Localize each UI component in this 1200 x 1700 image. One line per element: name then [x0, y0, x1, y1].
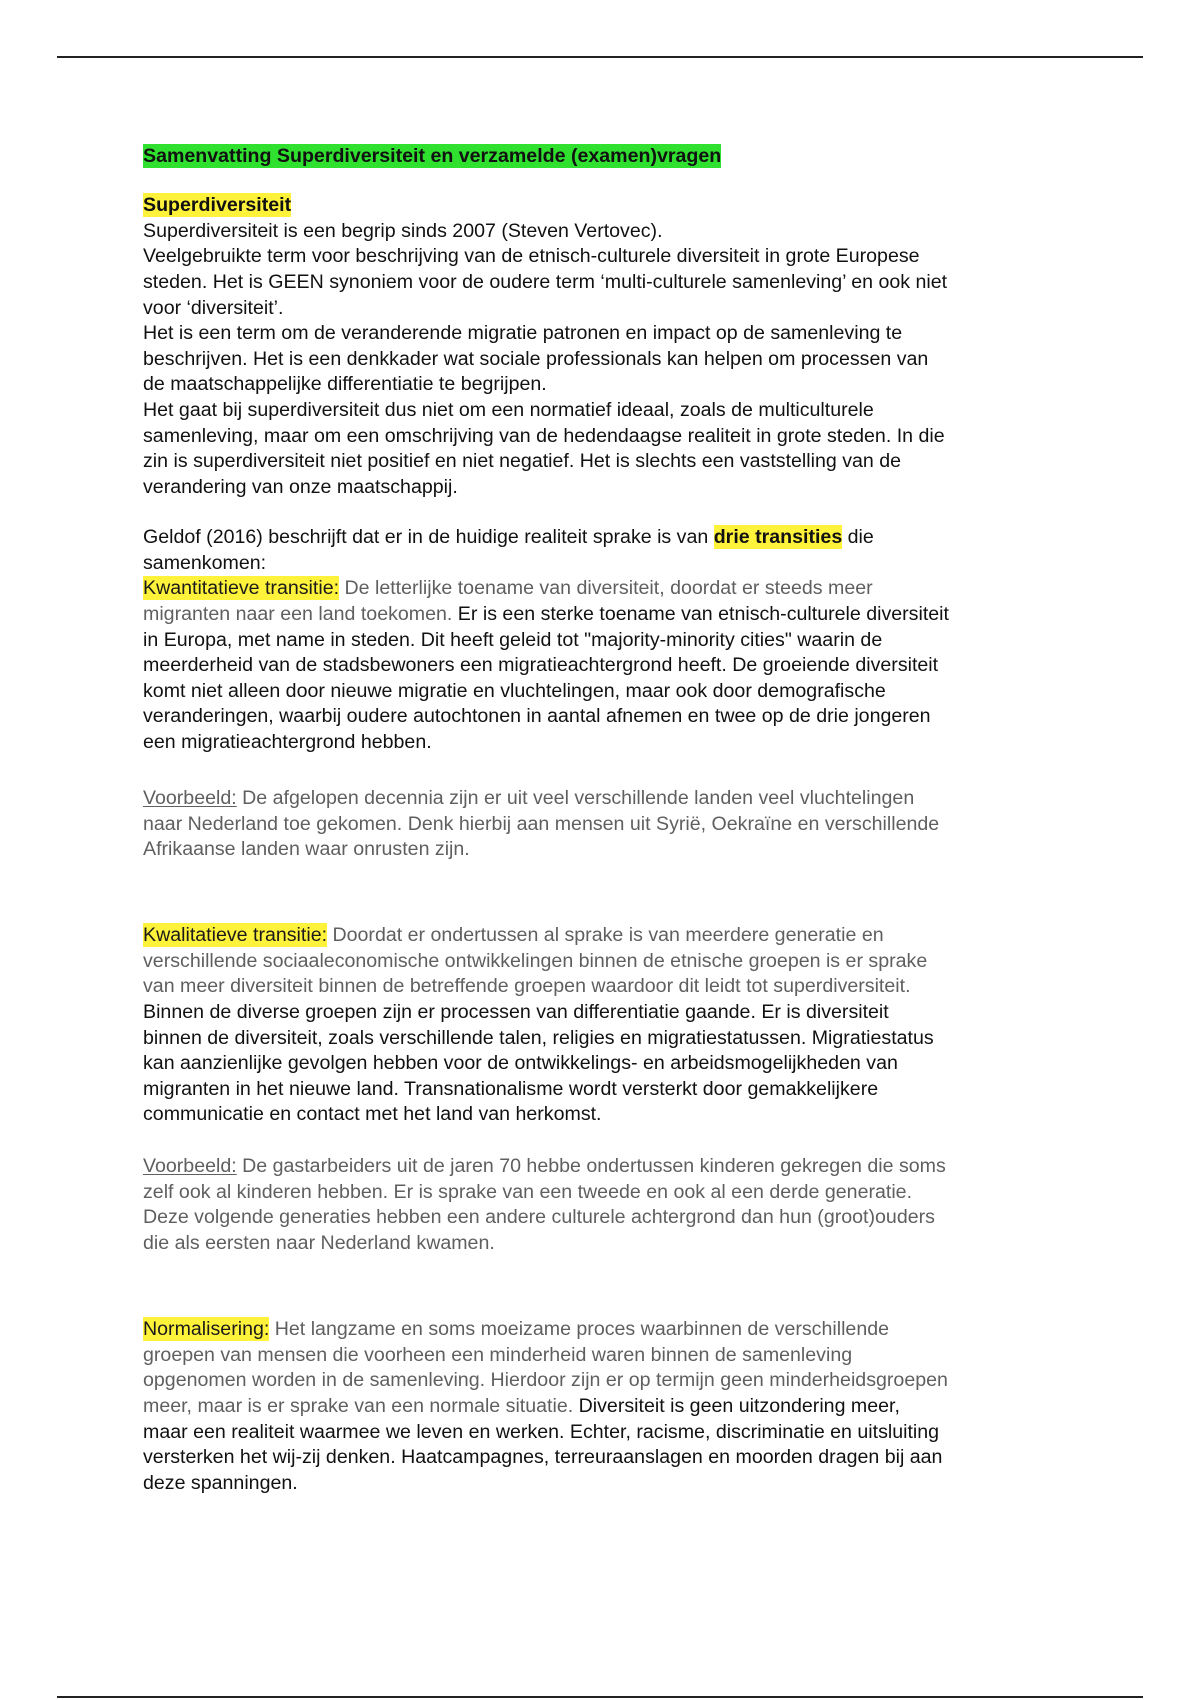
gray-text: naar Nederland toe gekomen. Denk hierbij aan mensen uit Syrië, Oekraïne en verschillende [143, 812, 940, 835]
highlighted-heading: drie transities [713, 526, 843, 548]
body-text: steden. Het is GEEN synoniem voor de oudere term ‘multi-culturele samenleving’ en ook niet [143, 270, 948, 293]
section-superdiversiteit [143, 193, 947, 501]
text-line [143, 1317, 948, 1343]
text-line [143, 1471, 948, 1497]
document-title [143, 144, 721, 170]
body-text: binnen de diversiteit, zoals verschillende talen, religies en migratiestatussen. Migratiestatus [143, 1026, 934, 1049]
text-line [143, 602, 949, 628]
body-text: meerderheid van de stadsbewoners een migratieachtergrond heeft. De groeiende diversiteit [143, 654, 939, 677]
text-line [143, 1180, 946, 1206]
body-text: kan aanzienlijke gevolgen hebben voor de ontwikkelings- en arbeidsmogelijkheden van [143, 1052, 898, 1075]
highlighted-term: Kwalitatieve transitie: [143, 924, 328, 946]
text-line [143, 475, 947, 501]
top-divider [57, 56, 1143, 58]
body-text: Veelgebruikte term voor beschrijving van de etnisch-culturele diversiteit in grote Europese [143, 245, 920, 268]
gray-text: verschillende sociaaleconomische ontwikkelingen binnen de etnische groepen is er sprake [143, 949, 928, 972]
gray-text: Afrikaanse landen waar onrusten zijn. [143, 838, 470, 861]
example-kwantitatief [143, 786, 939, 863]
highlighted-term: Normalisering: [143, 1318, 270, 1340]
body-text: migranten in het nieuwe land. Transnationalisme wordt versterkt door gemakkelijkere [143, 1077, 879, 1100]
document-title-text: Samenvatting Superdiversiteit en verzamelde (examen)vragen [143, 145, 722, 167]
gray-text: van meer diversiteit binnen de betreffende groepen waardoor dit leidt tot superdiversiteit. [143, 975, 911, 998]
text-line [143, 1051, 934, 1077]
text-line [143, 1077, 934, 1103]
text-line [143, 193, 947, 219]
body-text: Er is een sterke toename van etnisch-culturele diversiteit [452, 602, 949, 625]
body-text: komt niet alleen door nieuwe migratie en vluchtelingen, maar ook door demografische [143, 679, 886, 702]
body-text: voor ‘diversiteit’. [143, 296, 284, 319]
text-line [143, 296, 947, 322]
gray-text: meer, maar is er sprake van een normale situatie. [143, 1394, 574, 1417]
body-text: de maatschappelijke differentiatie te begrijpen. [143, 373, 547, 396]
section-kwalitatieve-transitie [143, 923, 934, 1128]
text-line [143, 576, 949, 602]
text-line [143, 1231, 946, 1257]
text-line [143, 1102, 934, 1128]
body-text: Geldof (2016) beschrijft dat er in de huidige realiteit sprake is van [143, 526, 714, 548]
text-line [143, 1205, 946, 1231]
text-line [143, 974, 934, 1000]
body-text: beschrijven. Het is een denkkader wat sociale professionals kan helpen om processen van [143, 347, 929, 370]
text-line [143, 949, 934, 975]
example-label: Voorbeeld: [143, 1155, 237, 1177]
text-line [143, 424, 947, 450]
bottom-divider [57, 1696, 1143, 1698]
body-text: deze spanningen. [143, 1471, 298, 1494]
body-text: een migratieachtergrond hebben. [143, 731, 432, 754]
text-line [143, 525, 949, 551]
body-text: samenleving, maar om een omschrijving van de hedendaagse realiteit in grote steden. In die [143, 424, 945, 447]
text-line [143, 1000, 934, 1026]
body-text: in Europa, met name in steden. Dit heeft geleid tot "majority-minority cities" waarin de [143, 628, 883, 651]
body-text: die [842, 526, 874, 548]
text-line [143, 1026, 934, 1052]
gray-text: De gastarbeiders uit de jaren 70 hebbe ondertussen kinderen gekregen die soms [236, 1155, 946, 1177]
text-line [143, 628, 949, 654]
text-line [143, 347, 947, 373]
gray-text: die als eersten naar Nederland kwamen. [143, 1231, 495, 1254]
gray-text: opgenomen worden in de samenleving. Hierdoor zijn er op termijn geen minderheidsgroepen [143, 1369, 948, 1392]
body-text: communicatie en contact met het land van herkomst. [143, 1103, 602, 1126]
text-line [143, 144, 721, 170]
gray-text: De afgelopen decennia zijn er uit veel verschillende landen veel vluchtelingen [236, 787, 915, 809]
body-text: Diversiteit is geen uitzondering meer, [573, 1394, 900, 1417]
highlighted-term: Kwantitatieve transitie: [143, 577, 340, 600]
text-line [143, 812, 939, 838]
body-text: Binnen de diverse groepen zijn er processen van differentiatie gaande. Er is diversiteit [143, 1000, 889, 1023]
text-line [143, 372, 947, 398]
text-line [143, 1445, 948, 1471]
text-line [143, 1154, 946, 1180]
gray-text: migranten naar een land toekomen. [143, 602, 453, 625]
text-line [143, 321, 947, 347]
body-text: Het is een term om de veranderende migratie patronen en impact op de samenleving te [143, 322, 903, 345]
text-line [143, 837, 939, 863]
gray-text: Het langzame en soms moeizame proces waarbinnen de verschillende [269, 1318, 890, 1340]
gray-text: Deze volgende generaties hebben een andere culturele achtergrond dan hun (groot)ouders [143, 1206, 935, 1229]
gray-text: De letterlijke toename van diversiteit, doordat er steeds meer [339, 577, 873, 600]
section-normalisering [143, 1317, 948, 1496]
text-line [143, 1420, 948, 1446]
text-line [143, 244, 947, 270]
text-line [143, 730, 949, 756]
body-text: veranderingen, waarbij oudere autochtonen in aantal afnemen en twee op de drie jongeren [143, 705, 931, 728]
text-line [143, 1343, 948, 1369]
text-line [143, 1394, 948, 1420]
body-text: zin is superdiversiteit niet positief en niet negatief. Het is slechts een vaststelling van de [143, 450, 902, 473]
text-line [143, 679, 949, 705]
text-line [143, 449, 947, 475]
body-text: verandering van onze maatschappij. [143, 476, 458, 499]
text-line [143, 551, 949, 577]
body-text: Superdiversiteit is een begrip sinds 2007 (Steven Vertovec). [143, 219, 663, 242]
text-line [143, 1368, 948, 1394]
text-line [143, 398, 947, 424]
body-text: maar een realiteit waarmee we leven en werken. Echter, racisme, discriminatie en uitsluiting [143, 1420, 940, 1443]
body-text: Het gaat bij superdiversiteit dus niet om een normatief ideaal, zoals de multiculturele [143, 399, 874, 422]
text-line [143, 270, 947, 296]
example-kwalitatief [143, 1154, 946, 1257]
gray-text: zelf ook al kinderen hebben. Er is sprake van een tweede en ook al een derde generatie. [143, 1180, 913, 1203]
example-label: Voorbeeld: [143, 787, 237, 809]
body-text: versterken het wij-zij denken. Haatcampagnes, terreuraanslagen en moorden dragen bij aan [143, 1446, 943, 1469]
body-text: samenkomen: [143, 551, 267, 574]
text-line [143, 923, 934, 949]
highlighted-heading: Superdiversiteit [143, 194, 292, 216]
text-line [143, 219, 947, 245]
section-drie-transities [143, 525, 949, 756]
gray-text: Doordat er ondertussen al sprake is van meerdere generatie en [327, 924, 884, 946]
text-line [143, 653, 949, 679]
text-line [143, 704, 949, 730]
gray-text: groepen van mensen die voorheen een minderheid waren binnen de samenleving [143, 1343, 853, 1366]
text-line [143, 786, 939, 812]
